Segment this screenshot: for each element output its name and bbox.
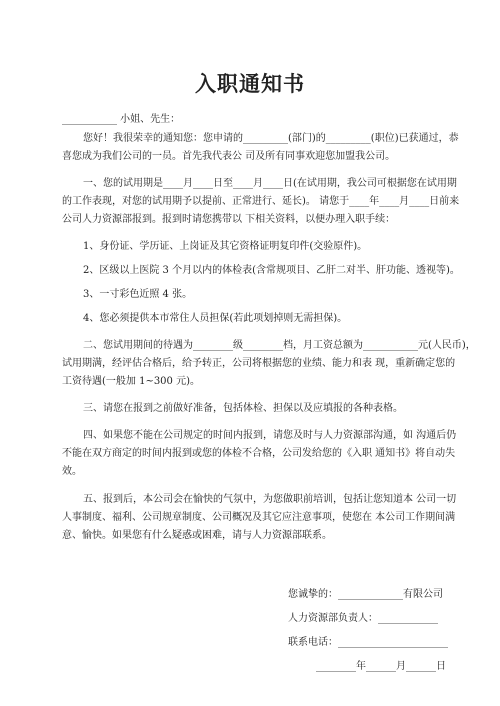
paragraph-five-line-3: 意、愉快。如果您有什么疑惑或困难，请与人力资源部联系。 bbox=[62, 530, 332, 541]
paragraph-two-line-1: 二、您试用期间的待遇为________级________档，月工资总额为___________元(人民币)， bbox=[83, 340, 476, 351]
signature-phone: 联系电话：______________________ bbox=[288, 637, 448, 648]
paragraph-one-line-3: 公司人力资源部报到。报到时请您携带以 下相关资料，以便办理入职手续： bbox=[62, 214, 396, 225]
paragraph-one-line-1: 一、您的试用期是____月____日至____月____日(在试用期，我公司可根据您在试用期 bbox=[83, 178, 457, 189]
signature-company: 您诚挚的：_____________有限公司 bbox=[288, 589, 443, 600]
paragraph-two-line-2: 试用期满，经评估合格后，给予转正，公司将根据您的业绩、能力和表 现，重新确定您的 bbox=[62, 358, 456, 369]
paragraph-five-line-1: 五、报到后，本公司会在愉快的气氛中，为您做职前培训，包括让您知道本 公司一切 bbox=[83, 494, 457, 505]
paragraph-four-line-2: 不能在双方商定的时间内报到或您的体检不合格，公司发给您的《入职 通知书》将自动失 bbox=[62, 448, 456, 459]
paragraph-intro-line-1: 您好！我很荣幸的通知您：您申请的_________(部门)的_________(职位)已获通过，恭 bbox=[83, 133, 459, 144]
paragraph-intro-line-2: 喜您成为我们公司的一员。首先我代表公 司及所有同事欢迎您加盟我公司。 bbox=[62, 151, 396, 162]
paragraph-five-line-2: 人事制度、福利、公司规章制度、公司概况及其它应注意事项，使您在 本公司工作期间满 bbox=[62, 512, 456, 523]
paragraph-four-line-3: 效。 bbox=[62, 466, 82, 477]
paragraph-two-line-3: 工资待遇(一般加 1~300 元)。 bbox=[62, 376, 200, 387]
paragraph-four-line-1: 四、如果您不能在公司规定的时间内报到，请您及时与人力资源部沟通，如 沟通后仍 bbox=[83, 430, 457, 441]
salutation: ___________ 小姐、先生： bbox=[62, 114, 181, 125]
paragraph-one-line-2: 的工作表现，对您的试用期予以提前、正常进行、延长)。 请您于____年____月____日前来 bbox=[62, 196, 460, 207]
list-item-1: 1、身份证、学历证、上岗证及其它资格证明复印件(交验原件)。 bbox=[83, 241, 368, 252]
list-item-4: 4、您必须提供本市常住人员担保(若此项划掉则无需担保)。 bbox=[83, 313, 348, 324]
signature-date: ________年______月______日 bbox=[316, 661, 446, 672]
paragraph-three: 三、请您在报到之前做好准备，包括体检、担保以及应填报的各种表格。 bbox=[83, 403, 403, 414]
document-title: 入职通知书 bbox=[195, 71, 305, 96]
list-item-3: 3、一寸彩色近照 4 张。 bbox=[83, 289, 193, 300]
list-item-2: 2、区级以上医院 3 个月以内的体检表(含常规项目、乙肝二对半、肝功能、透视等)。 bbox=[83, 265, 460, 276]
signature-hr-head: 人力资源部负责人：____________ bbox=[288, 613, 438, 624]
